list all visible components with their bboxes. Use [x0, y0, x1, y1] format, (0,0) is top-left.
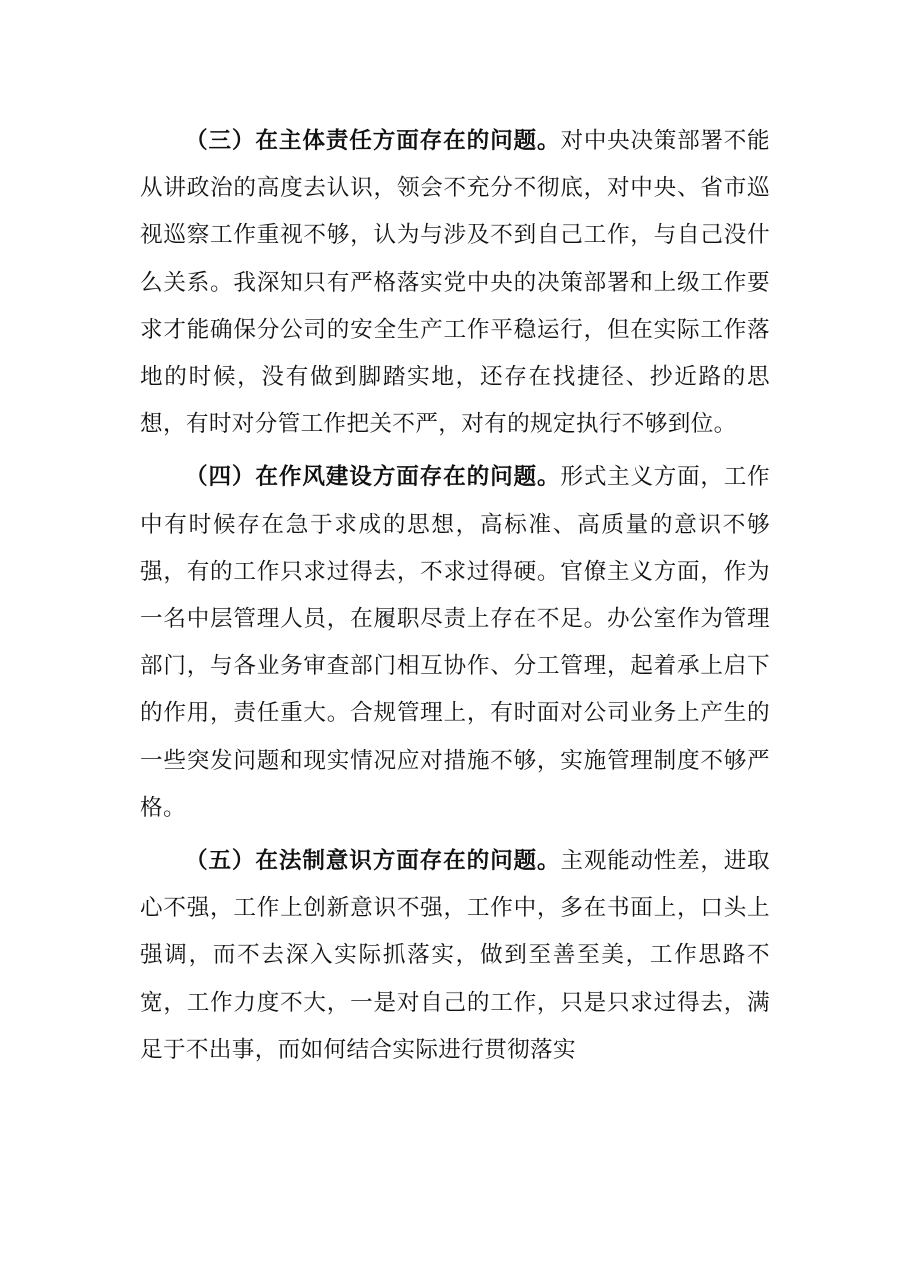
section-heading: （三）在主体责任方面存在的问题。: [185, 128, 561, 154]
paragraph-section-4: [140, 454, 770, 832]
section-body: 形式主义方面，工作中有时候存在急于求成的思想，高标准、高质量的意识不够强，有的工作只求过得去，不求过得硬。官僚主义方面，作为一名中层管理人员，在履职尽责上存在不足。办公室作为管理部门，与各业务审查部门相互协作、分工管理，起着承上启下的作用，责任重大。合规管理上，有时面对公司业务上产生的一些突发问题和现实情况应对措施不够，实施管理制度不够严格。: [140, 464, 770, 821]
section-body: 主观能动性差，进取心不强，工作上创新意识不强，工作中，多在书面上，口头上强调，而不去深入实际抓落实，做到至善至美，工作思路不宽，工作力度不大，一是对自己的工作，只是只求过得去，满足于不出事，而如何结合实际进行贯彻落实: [140, 848, 770, 1063]
paragraph-section-5: [140, 838, 770, 1074]
section-heading: （四）在作风建设方面存在的问题。: [185, 464, 561, 491]
section-body: 对中央决策部署不能从讲政治的高度去认识，领会不充分不彻底，对中央、省市巡视巡察工作重视不够，认为与涉及不到自己工作，与自己没什么关系。我深知只有严格落实党中央的决策部署和上级工作要求才能确保分公司的安全生产工作平稳运行，但在实际工作落地的时候，没有做到脚踏实地，还存在找捷径、抄近路的思想，有时对分管工作把关不严，对有的规定执行不够到位。: [140, 128, 770, 438]
document-page: [140, 118, 770, 1080]
section-heading: （五）在法制意识方面存在的问题。: [185, 848, 561, 875]
paragraph-section-3: [140, 118, 770, 448]
